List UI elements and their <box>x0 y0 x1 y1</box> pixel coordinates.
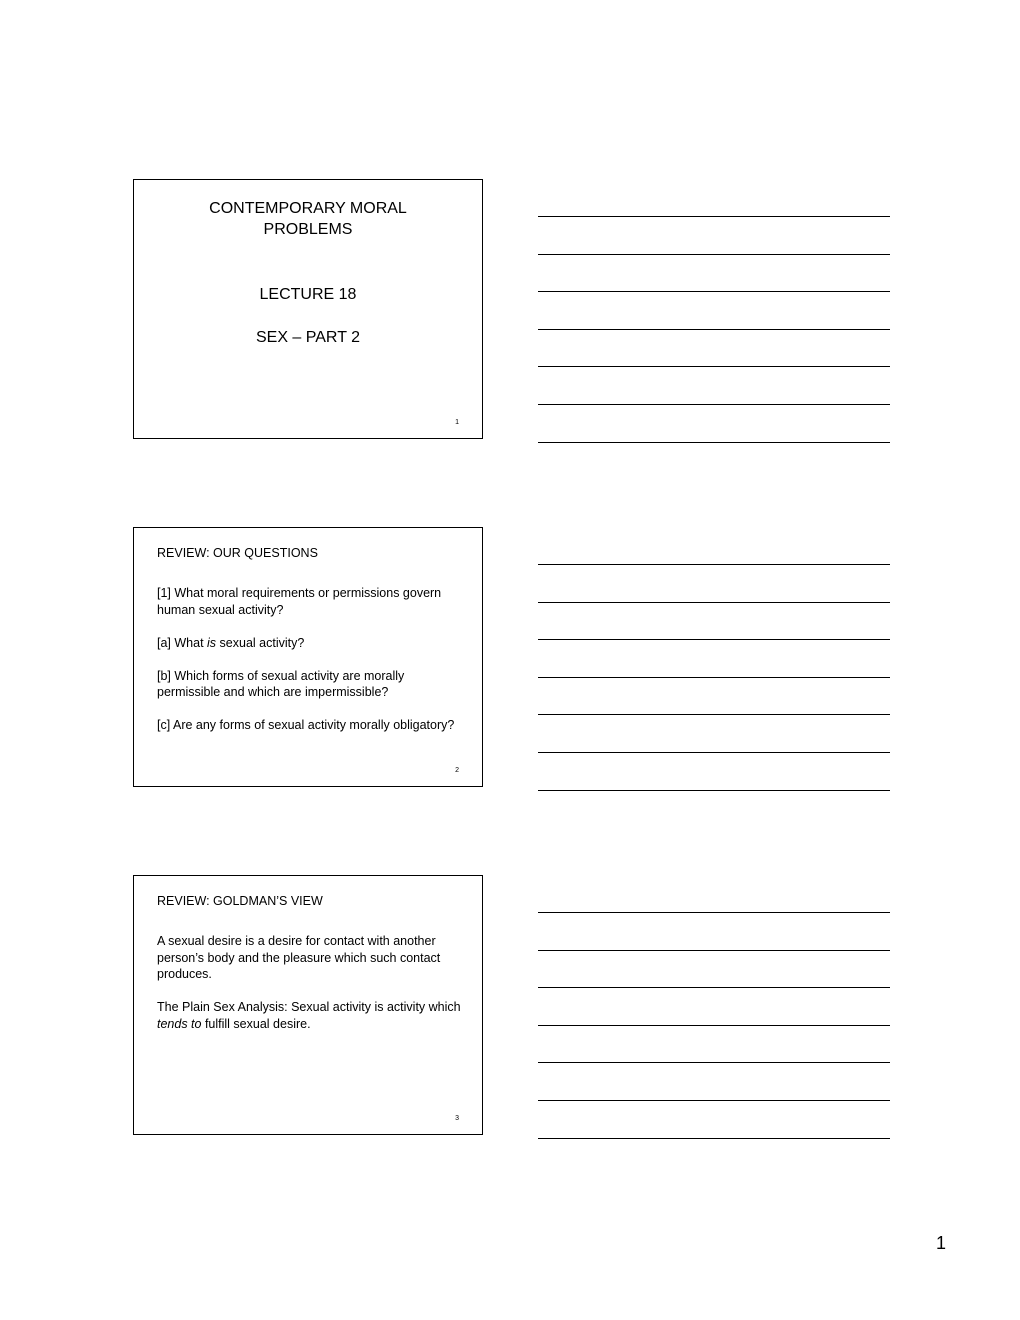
lecture-label: LECTURE 18 <box>259 286 357 303</box>
question-a-post: sexual activity? <box>216 635 305 650</box>
note-line <box>538 291 890 292</box>
lecture-topic: SEX – PART 2 <box>255 329 361 346</box>
slide-body <box>157 933 462 1049</box>
note-line <box>538 404 890 405</box>
note-line <box>538 1025 890 1026</box>
note-line <box>538 329 890 330</box>
slide-heading: REVIEW: GOLDMAN’S VIEW <box>157 894 323 908</box>
note-line <box>538 1100 890 1101</box>
note-line <box>538 987 890 988</box>
note-line <box>538 912 890 913</box>
question-a-pre: [a] What <box>157 635 208 650</box>
note-line <box>538 254 890 255</box>
note-line <box>538 677 890 678</box>
slide-body <box>157 585 462 750</box>
question-a <box>157 635 462 652</box>
paragraph-post: fulfill sexual desire. <box>201 1016 311 1031</box>
note-line <box>538 714 890 715</box>
paragraph-sexual-desire: A sexual desire is a desire for contact with another person’s body and the pleasure which such contact produces. <box>157 934 441 981</box>
note-line <box>538 1138 890 1139</box>
slide-title-line-1: CONTEMPORARY MORAL <box>209 200 407 217</box>
slide-number: 1 <box>455 419 459 426</box>
page-number: 1 <box>936 1233 947 1253</box>
note-line <box>538 1062 890 1063</box>
slide-number: 3 <box>455 1115 459 1122</box>
note-line <box>538 752 890 753</box>
question-1: [1] What moral requirements or permissions govern human sexual activity? <box>157 586 442 617</box>
slide-number: 2 <box>455 767 459 774</box>
slide-3 <box>133 875 483 1135</box>
note-line <box>538 366 890 367</box>
slide-heading: REVIEW: OUR QUESTIONS <box>157 546 318 560</box>
paragraph-plain-sex-analysis <box>157 999 462 1032</box>
question-a-emphasis: is <box>207 635 217 650</box>
note-line <box>538 790 890 791</box>
paragraph-pre: The Plain Sex Analysis: Sexual activity is activity which <box>157 1000 461 1014</box>
note-line <box>538 442 890 443</box>
question-c: [c] Are any forms of sexual activity morally obligatory? <box>157 718 455 732</box>
note-line <box>538 216 890 217</box>
slide-2 <box>133 527 483 787</box>
slide-1 <box>133 179 483 439</box>
note-line <box>538 639 890 640</box>
note-line <box>538 950 890 951</box>
note-line <box>538 602 890 603</box>
slide-title <box>134 198 482 240</box>
question-b: [b] Which forms of sexual activity are morally permissible and which are impermissible? <box>157 668 405 699</box>
note-line <box>538 564 890 565</box>
paragraph-emphasis: tends to <box>157 1016 202 1031</box>
slide-title-line-2: PROBLEMS <box>263 221 353 238</box>
